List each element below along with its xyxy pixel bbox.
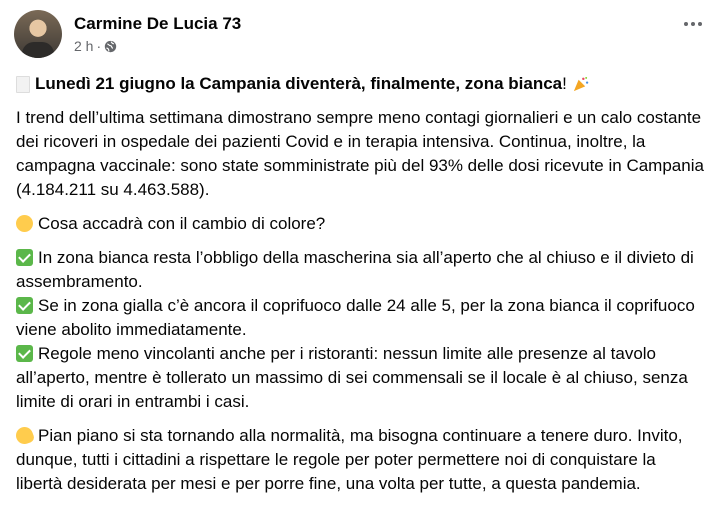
question-text: Cosa accadrà con il cambio di colore?: [38, 214, 326, 233]
thinking-face-icon: [16, 215, 33, 232]
author-name[interactable]: Carmine De Lucia 73: [74, 14, 242, 33]
globe-icon: [104, 40, 117, 53]
list-item: [16, 294, 706, 342]
headline-text: Lunedì 21 giugno la Campania diventerà, finalmente, zona bianca: [35, 74, 563, 93]
party-popper-icon: [572, 76, 589, 93]
post-subtitle: [74, 38, 241, 54]
more-options-icon[interactable]: [684, 22, 702, 26]
avatar[interactable]: [14, 10, 62, 58]
bullet-list: [16, 246, 706, 414]
post-headline: [16, 72, 706, 96]
flexed-biceps-icon: [14, 425, 36, 447]
check-mark-icon: [16, 249, 33, 266]
post-question: [16, 212, 706, 236]
flag-icon: [16, 76, 30, 93]
list-item-text: In zona bianca resta l’obbligo della mascherina sia all’aperto che al chiuso e il divieto di assembramento.: [16, 248, 694, 291]
separator-dot: ·: [96, 38, 102, 54]
post-time[interactable]: 2 h: [74, 38, 94, 54]
list-item-text: Se in zona gialla c’è ancora il coprifuoco dalle 24 alle 5, per la zona bianca il coprifuoco viene abolito immediatamente.: [16, 296, 695, 339]
post-meta: [74, 13, 241, 54]
post-header: [14, 10, 241, 58]
list-item: [16, 246, 706, 294]
list-item-text: Regole meno vincolanti anche per i ristoranti: nessun limite alle presenze al tavolo all’aperto, mentre è tollerato un massimo di sei commensali se il locale è al chiuso, senza limite di orari in entrambi i casi.: [16, 344, 688, 411]
post-closing: [16, 424, 706, 496]
post-paragraph: I trend dell’ultima settimana dimostrano sempre meno contagi giornalieri e un calo costante dei ricoveri in ospedale dei pazienti Covid e in terapia intensiva. Continua, inoltre, la campagna vaccinale: sono state somministrate più del 93% delle dosi ricevute in Campania (4.184.211 su 4.463.588).: [16, 108, 704, 199]
check-mark-icon: [16, 297, 33, 314]
post-body: [16, 72, 706, 496]
list-item: [16, 342, 706, 414]
headline-end: !: [562, 74, 567, 93]
closing-text: Pian piano si sta tornando alla normalità, ma bisogna continuare a tenere duro. Invito, dunque, tutti i cittadini a rispettare le regole per poter permettere noi di conquistare la libertà desiderata per mesi e per porre fine, una volta per tutte, a questa pandemia.: [16, 426, 683, 493]
check-mark-icon: [16, 345, 33, 362]
